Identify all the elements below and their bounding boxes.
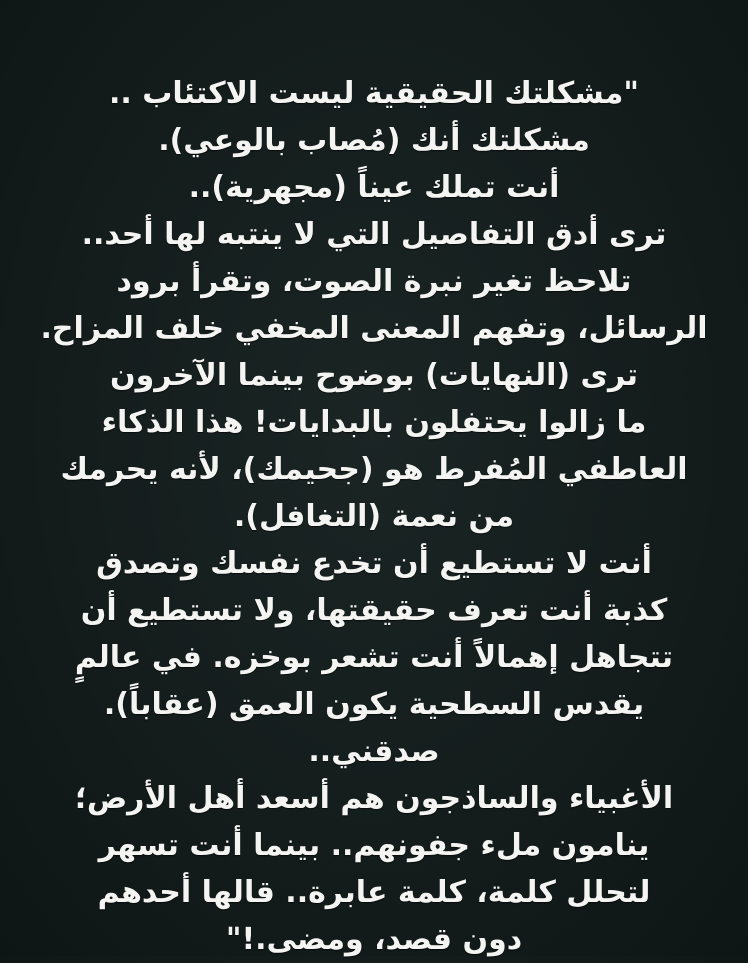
quote-line: ترى أدق التفاصيل التي لا ينتبه لها أحد..	[81, 217, 667, 252]
quote-line: الأغبياء والساذجون هم أسعد أهل الأرض؛	[74, 781, 674, 816]
quote-line: ما زالوا يحتفلون بالبدايات! هذا الذكاء	[101, 405, 647, 440]
quote-line: دون قصد، ومضى.!"	[225, 922, 523, 957]
quote-line: العاطفي المُفرط هو (جحيمك)، لأنه يحرمك	[60, 452, 688, 487]
quote-line: الرسائل، وتفهم المعنى المخفي خلف المزاح.	[40, 311, 708, 346]
quote-line: ترى (النهايات) بوضوح بينما الآخرون	[110, 358, 638, 393]
quote-line: صدقني..	[308, 734, 440, 769]
quote-line: لتحلل كلمة، كلمة عابرة.. قالها أحدهم	[97, 875, 651, 910]
quote-line: ينامون ملء جفونهم.. بينما أنت تسهر	[98, 828, 650, 863]
quote-line: من نعمة (التغافل).	[233, 499, 515, 534]
quote-line: كذبة أنت تعرف حقيقتها، ولا تستطيع أن	[80, 593, 668, 628]
quote-line: تلاحظ تغير نبرة الصوت، وتقرأ برود	[116, 264, 632, 299]
quote-line: أنت لا تستطيع أن تخدع نفسك وتصدق	[96, 546, 652, 581]
quote-line: أنت تملك عيناً (مجهرية)..	[188, 170, 560, 205]
quote-line: يقدس السطحية يكون العمق (عقاباً).	[103, 687, 645, 722]
quote-line: تتجاهل إهمالاً أنت تشعر بوخزه. في عالمٍ	[74, 640, 674, 675]
quote-line: "مشكلتك الحقيقية ليست الاكتئاب ..	[109, 76, 639, 111]
quote-line: مشكلتك أنك (مُصاب بالوعي).	[158, 123, 590, 158]
quote-text	[14, 70, 734, 963]
